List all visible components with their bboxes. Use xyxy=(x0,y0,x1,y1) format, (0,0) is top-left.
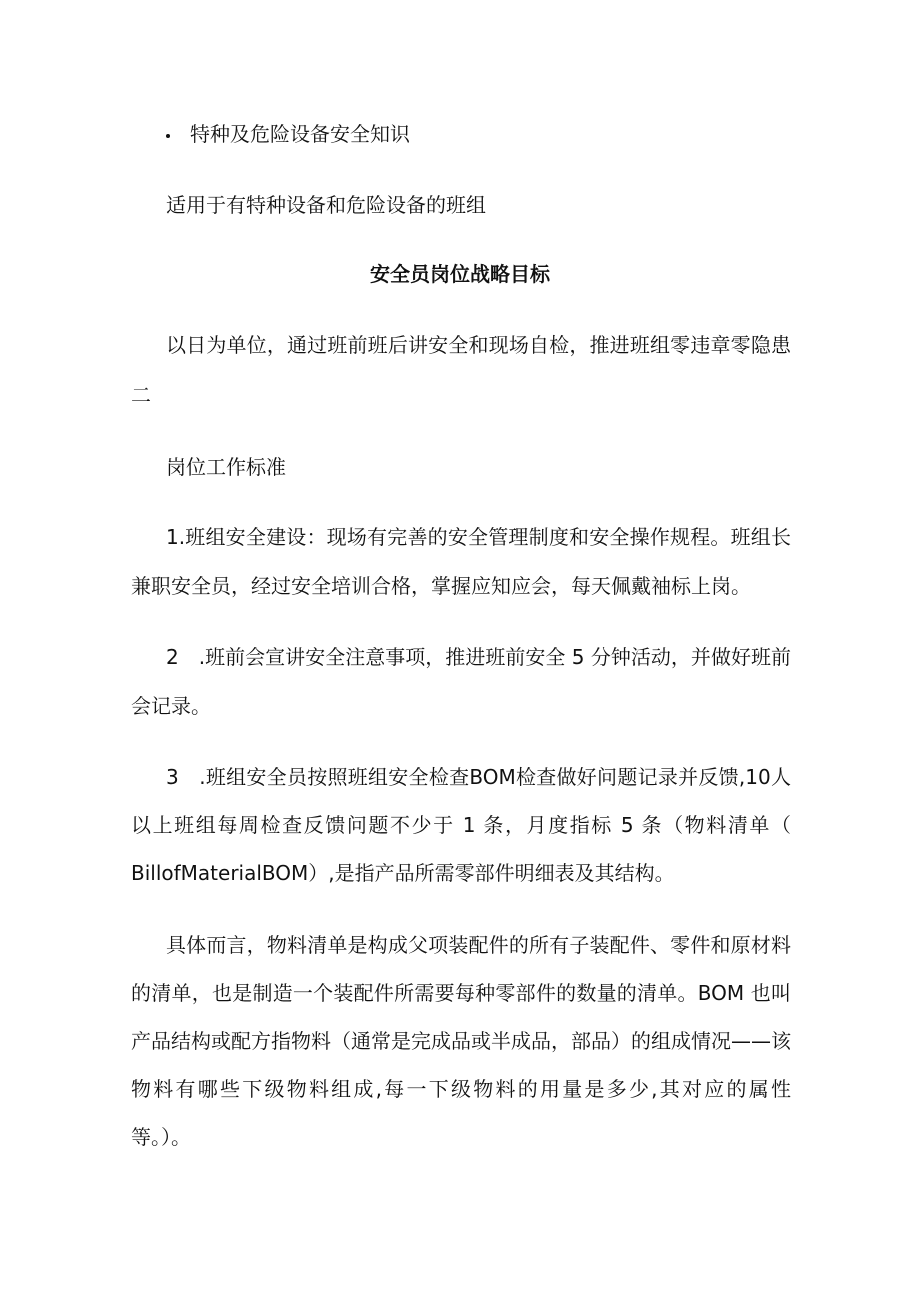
standard-heading: 岗位工作标准 xyxy=(166,455,286,479)
paragraph-line-4: 物料有哪些下级物料组成,每一下级物料的用量是多少,其对应的属性 xyxy=(131,1077,791,1101)
goal-text-line-1: 以日为单位，通过班前班后讲安全和现场自检，推进班组零违章零隐患 xyxy=(166,333,791,357)
paragraph-line-3: 产品结构或配方指物料（通常是完成品或半成品，部品）的组成情况——该 xyxy=(131,1029,791,1053)
item-2-line-2: 会记录。 xyxy=(131,694,211,718)
item-2-line-1: 2 .班前会宣讲安全注意事项，推进班前安全 5 分钟活动，并做好班前 xyxy=(166,645,791,669)
intro-text: 适用于有特种设备和危险设备的班组 xyxy=(166,193,486,217)
goal-text-line-2: 二 xyxy=(131,383,151,407)
bullet-item-text: 特种及危险设备安全知识 xyxy=(190,122,410,146)
paragraph-line-5: 等。）。 xyxy=(131,1125,191,1149)
bullet-dot-icon xyxy=(166,134,170,138)
paragraph-line-2: 的清单，也是制造一个装配件所需要每种零部件的数量的清单。BOM 也叫 xyxy=(131,981,791,1005)
section-title: 安全员岗位战略目标 xyxy=(370,262,550,286)
item-3-line-3: BillofMaterialBOM）,是指产品所需零部件明细表及其结构。 xyxy=(131,861,675,885)
item-1-line-2: 兼职安全员，经过安全培训合格，掌握应知应会，每天佩戴袖标上岗。 xyxy=(131,574,751,598)
item-3-line-2: 以上班组每周检查反馈问题不少于 1 条，月度指标 5 条（物料清单（ xyxy=(131,813,791,837)
item-3-line-1: 3 .班组安全员按照班组安全检查BOM检查做好问题记录并反馈,10人 xyxy=(166,765,791,789)
paragraph-line-1: 具体而言，物料清单是构成父项装配件的所有子装配件、零件和原材料 xyxy=(166,933,791,957)
item-1-line-1: 1.班组安全建设：现场有完善的安全管理制度和安全操作规程。班组长 xyxy=(166,525,791,549)
